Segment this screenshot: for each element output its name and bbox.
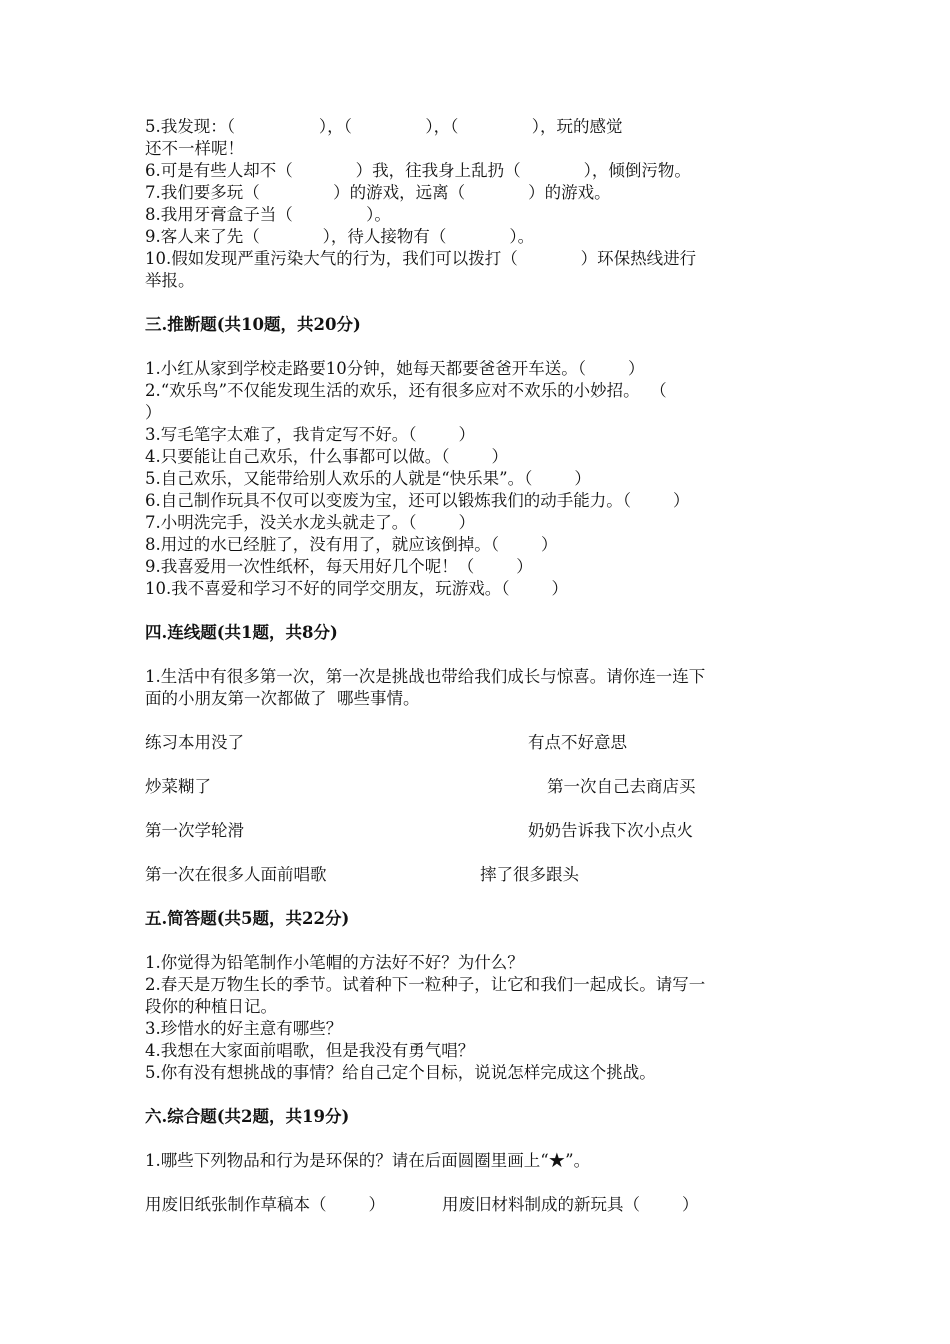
- text-line: 举报。: [145, 271, 195, 290]
- match-row: [145, 732, 810, 754]
- match-row: [145, 820, 810, 842]
- section-heading-matching: 四.连线题(共1题，共8分): [145, 623, 338, 642]
- list-item: 10.我不喜爱和学习不好的同学交朋友，玩游戏。（ ）: [145, 579, 568, 598]
- section-heading-judgment: 三.推断题(共10题，共20分): [145, 315, 361, 334]
- match-right-item[interactable]: 奶奶告诉我下次小点火: [528, 821, 693, 840]
- list-item: 5.你有没有想挑战的事情？给自己定个目标，说说怎样完成这个挑战。: [145, 1063, 656, 1082]
- list-item: 4.只要能让自己欢乐，什么事都可以做。（ ）: [145, 447, 508, 466]
- match-left-item[interactable]: 第一次在很多人面前唱歌: [145, 865, 327, 884]
- text-line: 还不一样呢！: [145, 139, 244, 158]
- list-item: 7.小明洗完手，没关水龙头就走了。（ ）: [145, 513, 475, 532]
- list-item: 4.我想在大家面前唱歌，但是我没有勇气唱？: [145, 1041, 475, 1060]
- list-item: 2.“欢乐鸟”不仅能发现生活的欢乐，还有很多应对不欢乐的小妙招。 （: [145, 381, 667, 400]
- section-heading-comprehensive: 六.综合题(共2题，共19分): [145, 1107, 350, 1126]
- list-item: 9.我喜爱用一次性纸杯，每天用好几个呢！（ ）: [145, 557, 533, 576]
- matching-pairs: [145, 732, 810, 886]
- match-left-item[interactable]: 练习本用没了: [145, 733, 244, 752]
- list-item: 3.写毛笔字太难了，我肯定写不好。（ ）: [145, 425, 475, 444]
- option-row: [145, 1194, 810, 1216]
- match-left-item[interactable]: 第一次学轮滑: [145, 821, 244, 840]
- question-text: 面的小朋友第一次都做了 哪些事情。: [145, 689, 420, 708]
- list-item: 1.小红从家到学校走路要10分钟，她每天都要爸爸开车送。（ ）: [145, 359, 645, 378]
- list-item: 段你的种植日记。: [145, 997, 277, 1016]
- match-row: [145, 776, 810, 798]
- text-line: 10.假如发现严重污染大气的行为，我们可以拨打（ ）环保热线进行: [145, 249, 697, 268]
- list-item: 8.用过的水已经脏了，没有用了，就应该倒掉。（ ）: [145, 535, 558, 554]
- list-item: 3.珍惜水的好主意有哪些？: [145, 1019, 343, 1038]
- list-item: 6.自己制作玩具不仅可以变废为宝，还可以锻炼我们的动手能力。（ ）: [145, 491, 690, 510]
- match-right-item[interactable]: 第一次自己去商店买: [547, 777, 696, 796]
- list-item: 5.自己欢乐，又能带给别人欢乐的人就是“快乐果”。（ ）: [145, 469, 591, 488]
- fill-blank-continued: [145, 116, 810, 292]
- option-item: 用废旧纸张制作草稿本（ ）: [145, 1195, 385, 1214]
- judgment-list: [145, 358, 810, 600]
- worksheet-page: [145, 116, 810, 1216]
- question-text: 1.哪些下列物品和行为是环保的？请在后面圆圈里画上“★”。: [145, 1151, 591, 1170]
- text-line: 8.我用牙膏盒子当（ ）。: [145, 205, 391, 224]
- section-heading-short-answer: 五.简答题(共5题，共22分): [145, 909, 350, 928]
- question-text: 1.生活中有很多第一次，第一次是挑战也带给我们成长与惊喜。请你连一连下: [145, 667, 706, 686]
- option-item: 用废旧材料制成的新玩具（ ）: [442, 1195, 699, 1214]
- match-right-item[interactable]: 有点不好意思: [528, 733, 627, 752]
- list-item: 1.你觉得为铅笔制作小笔帽的方法好不好？为什么？: [145, 953, 524, 972]
- match-row: [145, 864, 810, 886]
- text-line: 5.我发现：（ ），（ ），（ ），玩的感觉: [145, 117, 623, 136]
- list-item: 2.春天是万物生长的季节。试着种下一粒种子，让它和我们一起成长。请写一: [145, 975, 706, 994]
- match-right-item[interactable]: 摔了很多跟头: [480, 865, 579, 884]
- list-item: ）: [145, 403, 162, 422]
- text-line: 9.客人来了先（ ），待人接物有（ ）。: [145, 227, 535, 246]
- short-answer-list: [145, 952, 810, 1084]
- match-left-item[interactable]: 炒菜糊了: [145, 777, 211, 796]
- text-line: 7.我们要多玩（ ）的游戏，远离（ ）的游戏。: [145, 183, 611, 202]
- text-line: 6.可是有些人却不（ ）我，往我身上乱扔（ ），倾倒污物。: [145, 161, 691, 180]
